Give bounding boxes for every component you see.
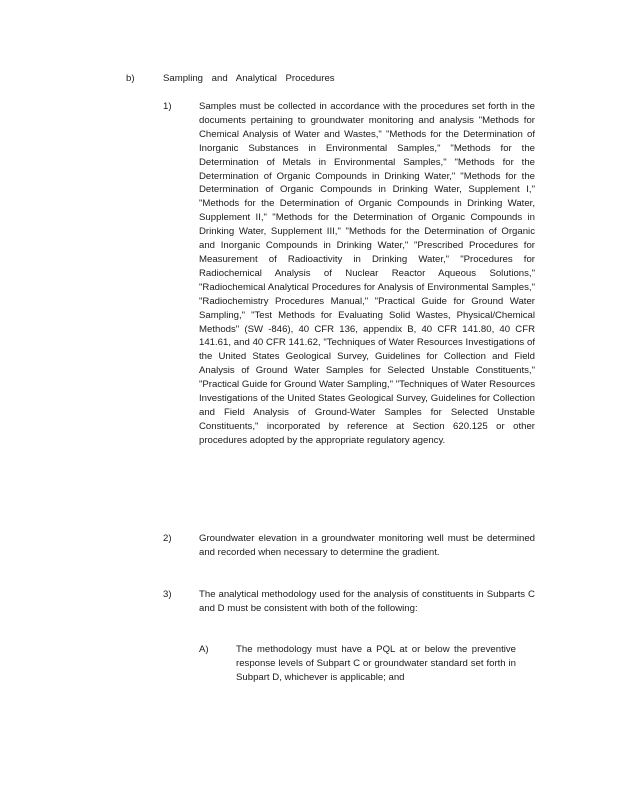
item-number: 3) [163,589,172,600]
section-heading: Sampling and Analytical Procedures [163,73,335,84]
section-label: b) [126,73,135,84]
subitem-label: A) [199,644,209,655]
item-text: Samples must be collected in accordance with the procedures set forth in the documents pertaining to groundwater monitoring and analysis "Methods for Chemical Analysis of Water and Wastes," "Methods for the Determination of Inorganic Substances in Environmental Samples," "Methods for the Determination of Metals in Environmental Samples," "Methods for the Determination of Organic Compounds in Drinking Water," "Methods for the Determination of Organic Compounds in Drinking Water, Supplement I," "Methods for the Determination of Organic Compounds in Drinking Water, Supplement II," "Methods for the Determination of Organic Compounds in Drinking Water, Supplement III," "Methods for the Determination of Organic and Inorganic Compounds in Drinking Water," "Prescribed Procedures for Measurement of Radioactivity in Drinking Water," "Procedures for Radiochemical Analysis of Nuclear Reactor Aqueous Solutions," "Radiochemical Analytical Procedures for Analysis of Environmental Samples," "Radiochemistry Procedures Manual," "Practical Guide for Ground Water Sampling," "Test Methods for Evaluating Solid Wastes, Physical/Chemical Methods" (SW -846), 40 CFR 136, appendix B, 40 CFR 141.80, 40 CFR 141.61, and 40 CFR 141.62, "Techniques of Water Resources Investigations of the United States Geological Survey, Guidelines for Collection and Field Analysis of Ground Water Samples for Selected Unstable Constituents," "Practical Guide for Ground Water Sampling," "Techniques of Water Resources Investigations of the United States Geological Survey, Guidelines for Collection and Field Analysis of Ground-Water Samples for Selected Unstable Constituents," incorporated by reference at Section 620.125 or other procedures adopted by the appropriate regulatory agency. [199,101,535,446]
item-text: The analytical methodology used for the analysis of constituents in Subparts C and D must be consistent with both of the following: [199,589,535,614]
item-number: 2) [163,533,172,544]
subitem-text: The methodology must have a PQL at or below the preventive response levels of Subpart C or groundwater standard set forth in Subpart D, whichever is applicable; and [236,644,516,683]
item-text: Groundwater elevation in a groundwater monitoring well must be determined and recorded when necessary to determine the gradient. [199,533,535,558]
item-number: 1) [163,101,172,112]
